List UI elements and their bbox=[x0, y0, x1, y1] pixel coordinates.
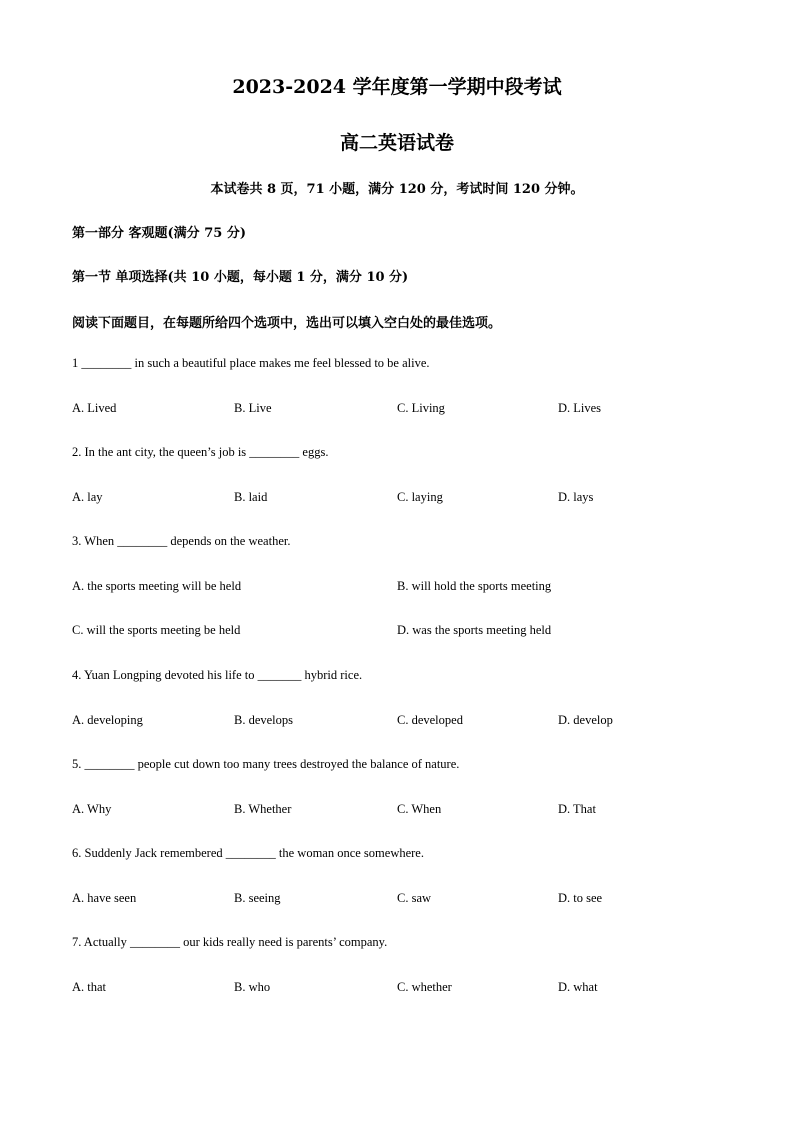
question-7-option-d: D. what bbox=[558, 980, 598, 994]
exam-subtitle: 高二英语试卷 bbox=[339, 132, 454, 154]
question-3-option-b: B. will hold the sports meeting bbox=[397, 579, 552, 593]
question-6-option-c: C. saw bbox=[397, 891, 432, 905]
question-1-stem: 1 ________ in such a beautiful place makes me feel blessed to be alive. bbox=[72, 356, 430, 370]
question-3-option-a: A. the sports meeting will be held bbox=[72, 579, 242, 593]
question-2-stem: 2. In the ant city, the queen’s job is ________ eggs. bbox=[72, 445, 329, 459]
question-5-option-d: D. That bbox=[558, 802, 596, 816]
question-6-option-b: B. seeing bbox=[234, 891, 281, 905]
part-title: 第一部分 客观题(满分 75 分) bbox=[72, 226, 246, 241]
question-2-option-d: D. lays bbox=[558, 490, 594, 504]
question-2-option-b: B. laid bbox=[234, 490, 268, 504]
question-1-option-a: A. Lived bbox=[72, 401, 117, 415]
question-7-option-c: C. whether bbox=[397, 980, 452, 994]
question-2-option-a: A. lay bbox=[72, 490, 103, 504]
instruction-text: 阅读下面题目，在每题所给四个选项中，选出可以填入空白处的最佳选项。 bbox=[72, 316, 502, 331]
section-title: 第一节 单项选择(共 10 小题，每小题 1 分，满分 10 分) bbox=[72, 270, 409, 285]
question-3-option-d: D. was the sports meeting held bbox=[397, 623, 552, 637]
question-4-option-b: B. develops bbox=[234, 713, 294, 727]
question-5-option-b: B. Whether bbox=[234, 802, 292, 816]
question-1-option-b: B. Live bbox=[234, 401, 272, 415]
question-7-stem: 7. Actually ________ our kids really need is parents’ company. bbox=[72, 935, 388, 949]
question-5-option-a: A. Why bbox=[72, 802, 112, 816]
question-1-option-c: C. Living bbox=[397, 401, 445, 415]
question-6-option-d: D. to see bbox=[558, 891, 603, 905]
question-6-stem: 6. Suddenly Jack remembered ________ the woman once somewhere. bbox=[72, 846, 424, 860]
question-3-stem: 3. When ________ depends on the weather. bbox=[72, 534, 291, 548]
question-5-option-c: C. When bbox=[397, 802, 442, 816]
question-1-option-d: D. Lives bbox=[558, 401, 602, 415]
question-7-option-b: B. who bbox=[234, 980, 271, 994]
question-4-option-d: D. develop bbox=[558, 713, 613, 727]
exam-info: 本试卷共 8 页，71 小题，满分 120 分，考试时间 120 分钟。 bbox=[210, 182, 584, 197]
question-6-option-a: A. have seen bbox=[72, 891, 137, 905]
question-4-stem: 4. Yuan Longping devoted his life to _______ hybrid rice. bbox=[72, 668, 363, 682]
question-3-option-c: C. will the sports meeting be held bbox=[72, 623, 241, 637]
question-4-option-a: A. developing bbox=[72, 713, 143, 727]
question-4-option-c: C. developed bbox=[397, 713, 463, 727]
question-5-stem: 5. ________ people cut down too many trees destroyed the balance of nature. bbox=[72, 757, 460, 771]
question-2-option-c: C. laying bbox=[397, 490, 443, 504]
exam-title: 2023-2024 学年度第一学期中段考试 bbox=[232, 76, 562, 98]
question-7-option-a: A. that bbox=[72, 980, 107, 994]
